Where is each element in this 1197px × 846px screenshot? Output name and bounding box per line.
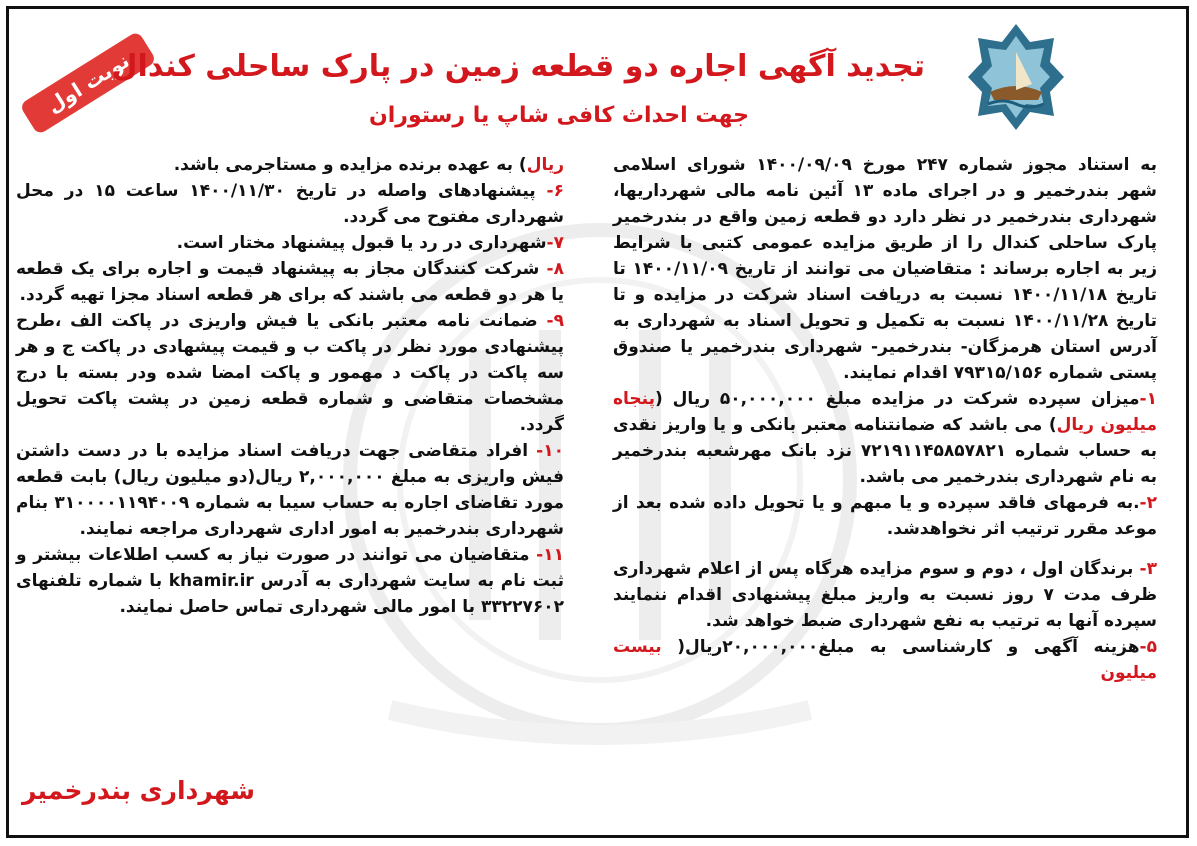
left-column	[16, 152, 564, 620]
right-column	[613, 152, 1157, 686]
clause-6	[16, 178, 564, 230]
ad-subtitle: جهت احداث کافی شاپ یا رستوران	[368, 103, 749, 128]
clause-text: افراد متقاضی جهت دریافت اسناد مزایده با در دست داشتن فیش واریزی به مبلغ ۲,۰۰۰,۰۰۰ ریال(دو میلیون ریال) بابت قطعه مورد تقاضای اجاره به حساب سیبا به شماره ۳۱۰۰۰۰۱۱۹۴۰۰۹ بنام شهرداری بندرخمیر به امور اداری شهرداری مراجعه نمایند.	[16, 441, 564, 539]
clause-number: ۱-	[1139, 389, 1157, 409]
clause-text: .به فرمهای فاقد سپرده و یا مبهم و یا تحویل داده شده بعد از موعد مقرر ترتیب اثر نخواهدشد.	[613, 493, 1157, 539]
clause-text: پیشنهادهای واصله در تاریخ ۱۴۰۰/۱۱/۳۰ ساعت ۱۵ در محل شهرداری مفتوح می گردد.	[16, 181, 564, 227]
clause-5	[613, 634, 1157, 686]
clause-number: ۳-	[1139, 559, 1157, 579]
clause-number: ۸-	[546, 259, 564, 279]
clause-number: ۵-	[1139, 637, 1157, 657]
footer-signature: شهرداری بندرخمیر	[22, 776, 256, 805]
clause-number: ۹-	[546, 311, 564, 331]
clause-text: هزینه آگهی و کارشناسی به مبلغ۲۰,۰۰۰,۰۰۰ریال(	[661, 637, 1140, 657]
ad-title: تجدید آگهی اجاره دو قطعه زمین در پارک ساحلی کندال	[111, 49, 925, 84]
clause-highlight: پنجاه میلیون ریال	[613, 389, 1158, 435]
clause-number: ۱۰-	[536, 441, 564, 461]
clause-text: برندگان اول ، دوم و سوم مزایده هرگاه پس از اعلام شهرداری ظرف مدت ۷ روز نسبت به واریز مبلغ پیشنهادی اقدام ننمایند سپرده آنها به ترتیب به نفع شهرداری ضبط خواهد شد.	[613, 559, 1157, 631]
clause-number: ۲-	[1139, 493, 1157, 513]
municipality-logo	[968, 22, 1064, 132]
clause-text: ) به عهده برنده مزایده و مستاجرمی باشد.	[173, 155, 527, 175]
clause-number: ۱۱-	[536, 545, 564, 565]
first-publication-badge: نوبت اول	[19, 31, 157, 136]
clause-1	[613, 386, 1157, 490]
clause-5-continued	[16, 152, 564, 178]
clause-text: میزان سپرده شرکت در مزایده مبلغ ۵۰,۰۰۰,۰۰۰ ریال (	[655, 389, 1140, 409]
clause-8	[16, 256, 564, 308]
clause-9	[16, 308, 564, 438]
clause-text: ) می باشد که ضمانتنامه معتبر بانکی و یا واریز نقدی به حساب شماره ۷۲۱۹۱۱۴۵۸۵۷۸۲۱ نزد بانک مهرشعبه بندرخمیر به نام شهرداری بندرخمیر می باشد.	[613, 415, 1157, 487]
intro-paragraph: به استناد مجوز شماره ۲۴۷ مورخ ۱۴۰۰/۰۹/۰۹ شورای اسلامی شهر بندرخمیر و در اجرای ماده ۱۳ آئین نامه مالی شهرداریها، شهرداری بندرخمیر در نظر دارد دو قطعه زمین واقع در بندرخمیر پارک ساحلی کندال را از طریق مزایده عمومی کتبی با شرایط زیر به اجاره برساند : متقاضیان می توانند از تاریخ ۱۴۰۰/۱۱/۰۹ تا تاریخ ۱۴۰۰/۱۱/۱۸ نسبت به دریافت اسناد شرکت در مزایده و تا تاریخ ۱۴۰۰/۱۱/۲۸ نسبت به تکمیل و تحویل اسناد به شهرداری به آدرس استان هرمزگان- بندرخمیر- شهرداری بندرخمیر یا صندوق پستی شماره ۷۹۳۱۵/۱۵۶ اقدام نمایند.	[613, 155, 1158, 383]
clause-number: ۶-	[546, 181, 564, 201]
clause-text: شهرداری در رد یا قبول پیشنهاد مختار است.	[176, 233, 547, 253]
clause-3	[613, 556, 1157, 634]
clause-11	[16, 542, 564, 620]
clause-10	[16, 438, 564, 542]
clause-text: ضمانت نامه معتبر بانکی یا فیش واریزی در پاکت الف ،طرح پیشنهادی مورد نظر در پاکت ب و قیمت پیشهادی در پاکت ج و هر سه پاکت در پاکت د مهمور و پاکت امضا شده ودر بسته با درج مشخصات متقاضی و شماره قطعه زمین در پشت پاکت تحویل گردد.	[16, 311, 564, 435]
clause-highlight: ریال	[526, 155, 564, 175]
clause-text: شرکت کنندگان مجاز به پیشنهاد قیمت و اجاره برای یک قطعه یا هر دو قطعه می باشند که برای هر قطعه اسناد مجزا تهیه گردد.	[16, 259, 564, 305]
clause-7	[16, 230, 564, 256]
clause-highlight: بیست میلیون	[613, 637, 1157, 683]
clause-2	[613, 490, 1157, 542]
clause-number: ۷-	[546, 233, 564, 253]
clause-text: متقاضیان می توانند در صورت نیاز به کسب اطلاعات بیشتر و ثبت نام به سایت شهرداری به آدرس khamir.ir با شماره تلفنهای ۳۳۲۲۷۶۰۲ با امور مالی شهرداری تماس حاصل نمایند.	[16, 545, 564, 617]
